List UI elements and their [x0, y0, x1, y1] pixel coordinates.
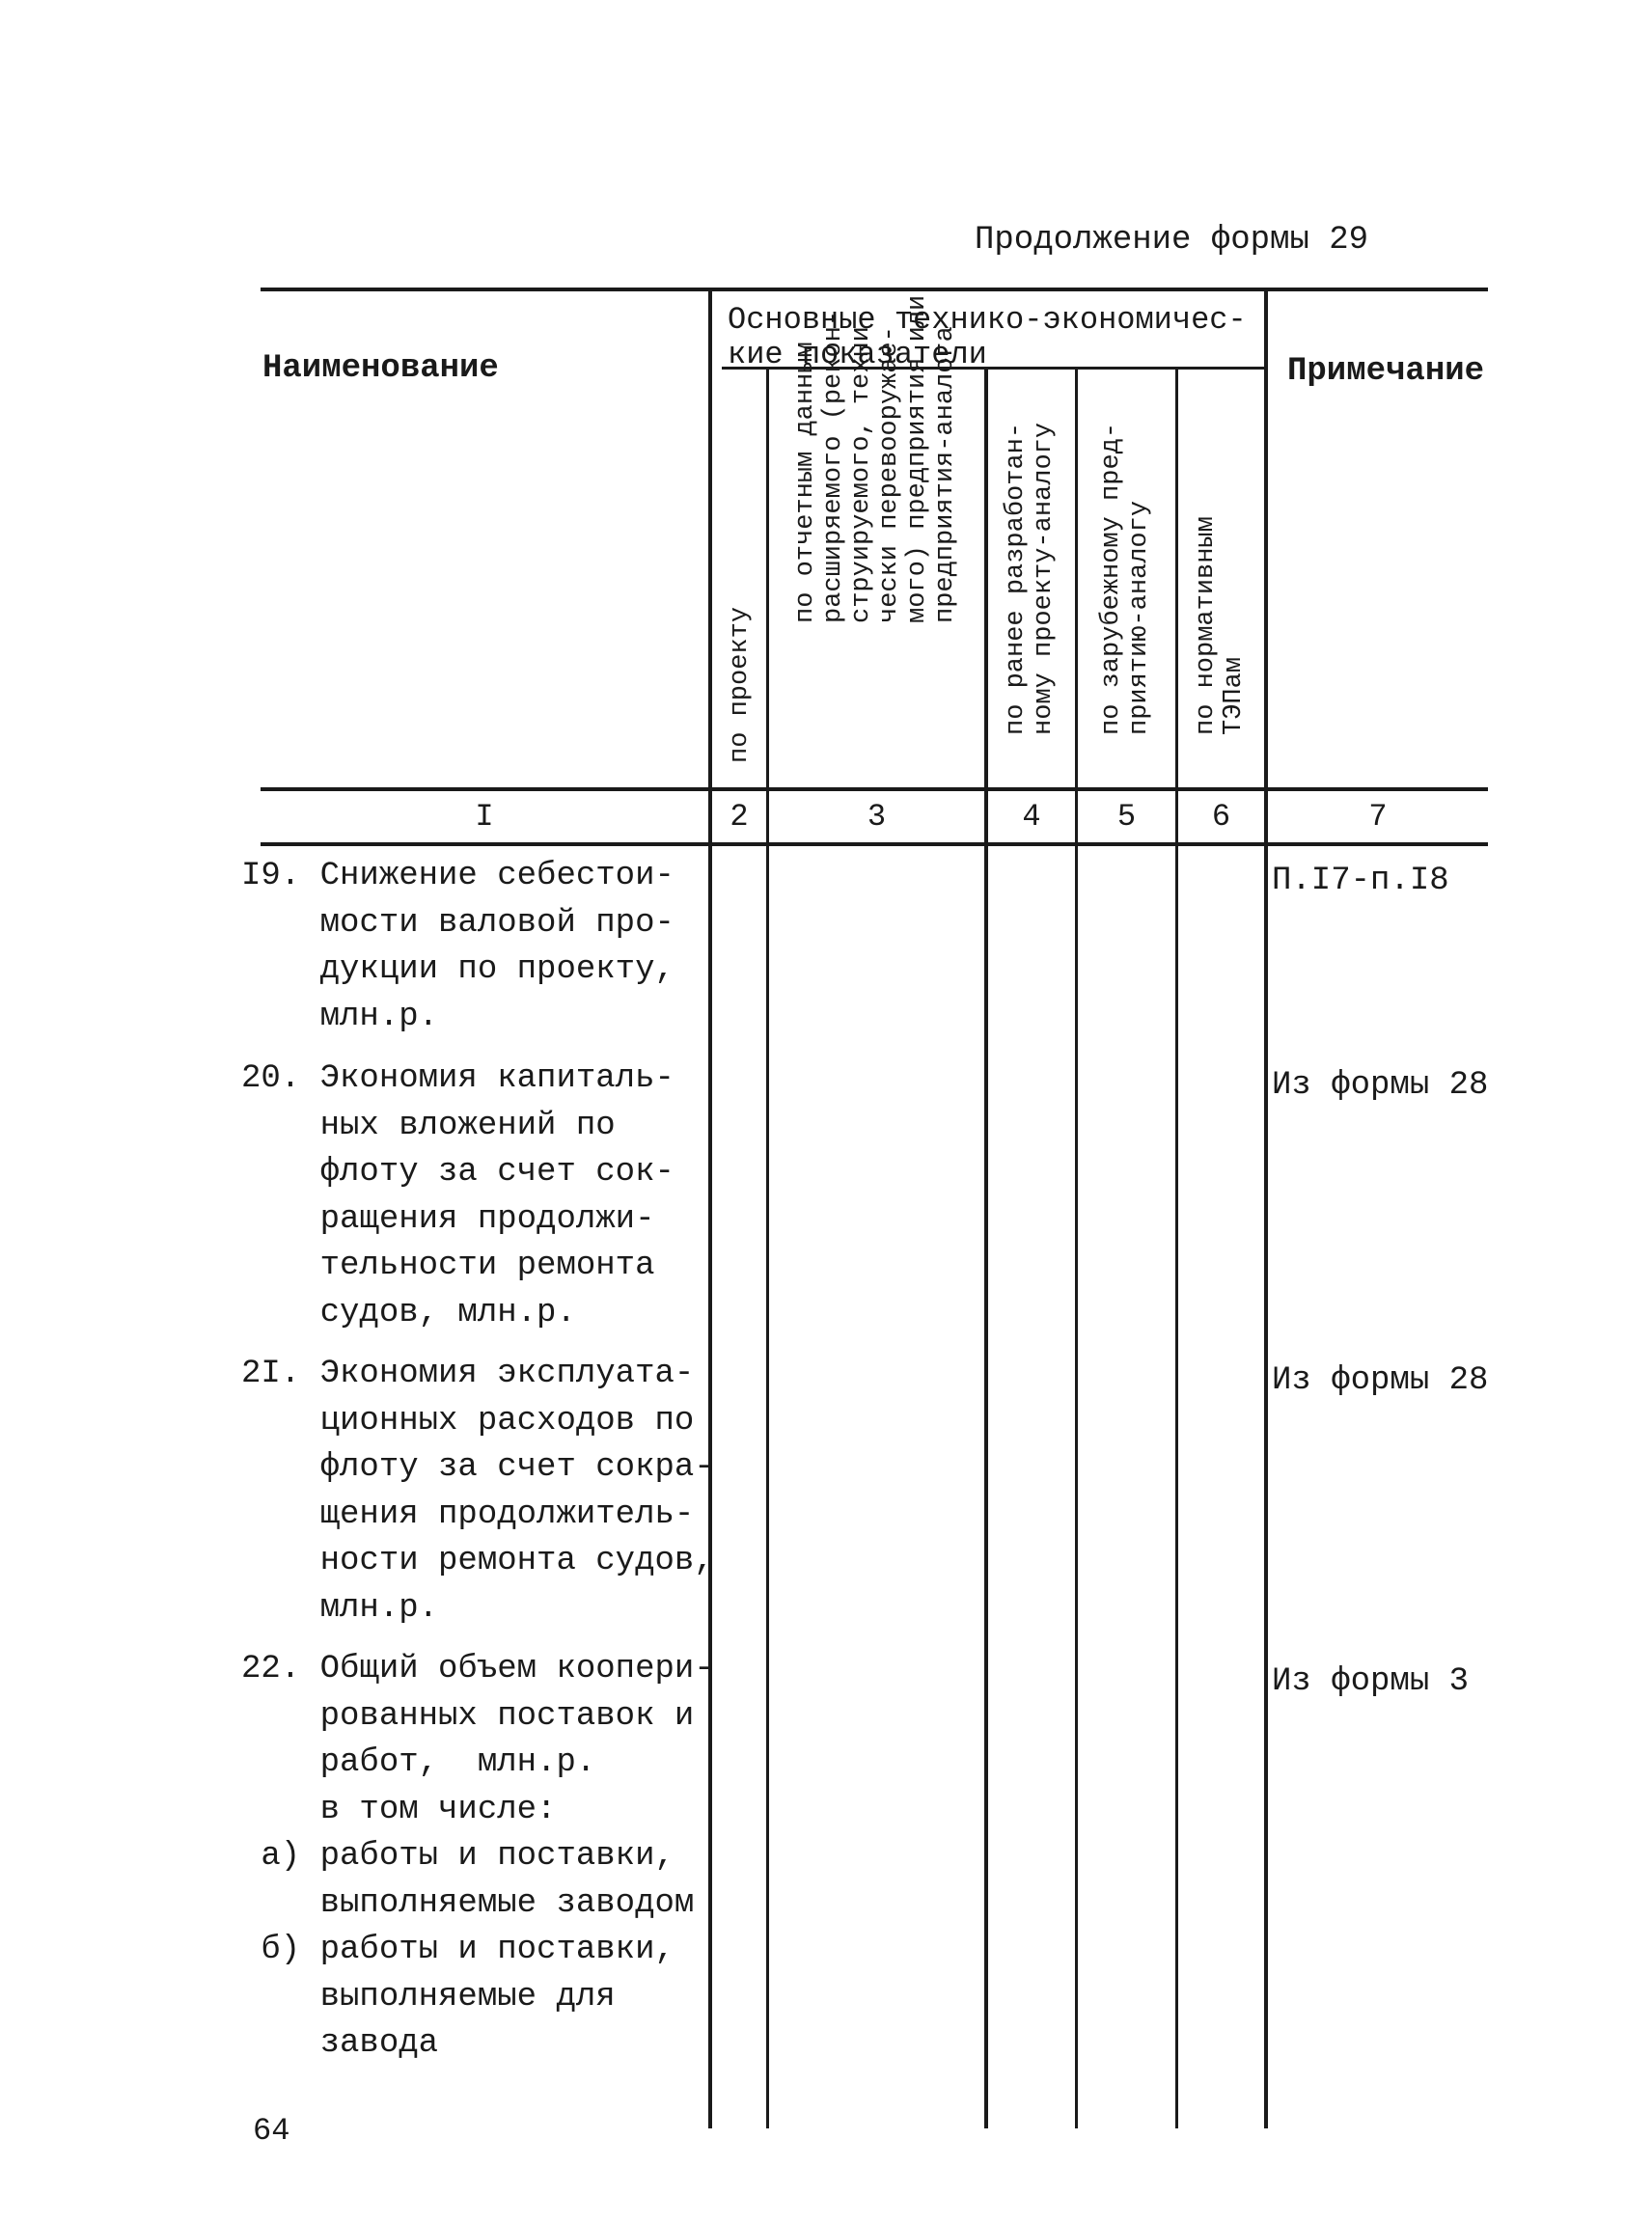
row-19-name: I9. Снижение себестои- мости валовой про- дукции по проекту, млн.р.	[241, 858, 675, 1035]
subcol-header-2	[714, 376, 766, 791]
subcol-header-6	[1178, 376, 1264, 791]
numbers-bottom-rule	[261, 842, 1488, 846]
subcol-header-5-text: по зарубежному пред- приятию-аналогу	[1096, 422, 1154, 735]
col-rule-2	[766, 369, 769, 2128]
column-group-title: Основные технико-экономичес- кие показатели	[728, 302, 1247, 372]
page-number: 64	[253, 2113, 290, 2149]
column-header-note: Примечание	[1287, 353, 1485, 390]
subcol-header-3	[770, 294, 984, 791]
subcol-header-4	[988, 376, 1075, 791]
row-20-name: 20. Экономия капиталь- ных вложений по флоту за счет сок- ращения продолжи- тельности ремонта судов, млн.р.	[241, 1060, 675, 1331]
subcol-header-3-text: по отчетным данным расширяемого (рекон- струируемого, техни- чески перевооружае- мого) предприятия или предприятия-аналога	[791, 294, 960, 623]
row-22-name: 22. Общий объем коопери- рованных поставок и работ, млн.р. в том числе: а) работы и поставки, выполняемые заводом б) работы и поставки, выполняемые для завода	[241, 1651, 714, 2062]
subcol-header-5	[1078, 376, 1175, 791]
column-number-7: 7	[1368, 799, 1388, 835]
row-21-note: Из формы 28	[1272, 1362, 1489, 1399]
row-20-note: Из формы 28	[1272, 1067, 1489, 1104]
column-number-6: 6	[1211, 799, 1231, 835]
column-number-3: 3	[867, 799, 887, 835]
subcol-header-2-text: по проекту	[726, 606, 755, 763]
row-19-note: П.I7-п.I8	[1272, 863, 1449, 899]
continuation-label: Продолжение формы 29	[975, 222, 1369, 259]
column-number-5: 5	[1116, 799, 1137, 835]
col-rule-6	[1264, 288, 1268, 2128]
subcol-header-4-text: по ранее разработан- ному проекту-аналогу	[1002, 422, 1059, 735]
column-number-1: I	[475, 799, 494, 835]
row-22-note: Из формы 3	[1272, 1663, 1470, 1700]
subcol-header-6-text: по нормативным ТЭПам	[1191, 516, 1249, 735]
column-header-name: Наименование	[262, 350, 499, 387]
row-21-name: 2I. Экономия эксплуата- ционных расходов по флоту за счет сокра- щения продолжитель- ности ремонта судов, млн.р.	[241, 1356, 714, 1627]
column-number-2: 2	[730, 799, 749, 835]
column-number-4: 4	[1022, 799, 1041, 835]
table-top-rule	[261, 288, 1488, 291]
